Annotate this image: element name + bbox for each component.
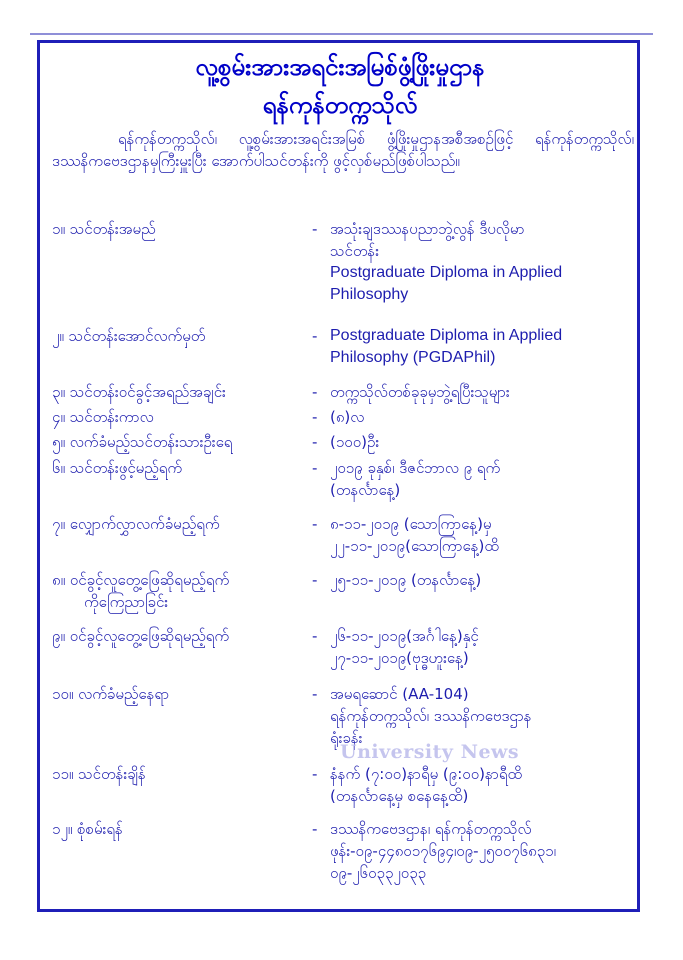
item-value: ၂၅-၁၁-၂၀၁၉ (တနင်္လာနေ့) <box>330 571 482 589</box>
item-dash: - <box>312 459 318 477</box>
item-value: အမရဆောင် (AA-104) ရန်ကုန်တက္ကသိုလ်၊ ဒဿနိကဗေဒဌာန ရုံးခန်း <box>330 685 532 747</box>
item-label: ၄။ သင်တန်းကာလ <box>52 408 154 426</box>
intro-text: ရန်ကုန်တက္ကသိုလ်၊ လူ့စွမ်းအားအရင်းအမြစ် ဖွံ့ဖြိုးမှုဌာနအစီအစဉ်ဖြင့် ရန်ကုန်တက္ကသိုလ်၊ ဒဿနိကဗေဒဌာနမှကြီးမှူးပြီး အောက်ပါသင်တန်းကို ဖွင့်လှစ်မည်ဖြစ်ပါသည်။ <box>52 130 634 170</box>
item-value: ၂၆-၁၁-၂၀၁၉(အင်္ဂါနေ့)နှင့် ၂၇-၁၁-၂၀၁၉(ဗုဒ္ဓဟူးနေ့) <box>330 627 479 667</box>
item-value: နံနက် (၇:၀၀)နာရီမှ (၉:၀၀)နာရီထိ (တနင်္လာနေ့မှ စနေနေ့ထိ) <box>330 765 523 805</box>
item-label: ၆။ သင်တန်းဖွင့်မည့်ရက် <box>52 459 182 477</box>
item-value: ၈-၁၁-၂၀၁၉ (သောကြာနေ့)မှ ၂၂-၁၁-၂၀၁၉(သောကြာနေ့)ထိ <box>330 515 499 555</box>
top-divider-line <box>30 33 653 35</box>
item-label: ၁၂။ စုံစမ်းရန် <box>52 820 123 838</box>
department-title: လူ့စွမ်းအားအရင်းအမြစ်ဖွံ့ဖြိုးမှုဌာန <box>195 53 485 81</box>
item-dash: - <box>312 383 318 401</box>
item-dash: - <box>312 433 318 451</box>
watermark: University News <box>340 741 520 763</box>
item-value: Postgraduate Diploma in Applied Philosophy (PGDAPhil) <box>330 327 563 366</box>
item-dash: - <box>312 515 318 533</box>
item-dash: - <box>312 820 318 838</box>
item-label: ၂။ သင်တန်းအောင်လက်မှတ် <box>52 327 206 345</box>
item-dash: - <box>312 408 318 426</box>
item-label: ၁၁။ သင်တန်းချိန် <box>52 765 146 783</box>
item-value: (၁၀၀)ဦး <box>330 433 380 451</box>
item-label: ၃။ သင်တန်းဝင်ခွင့်အရည်အချင်း <box>52 383 226 401</box>
item-label: ၈။ ဝင်ခွင့်လူတွေ့ဖြေဆိုရမည့်ရက် ကိုကြေညာခြင်း <box>52 571 230 611</box>
item-value: (၈)လ <box>330 408 365 426</box>
university-title: ရန်ကုန်တက္ကသိုလ် <box>262 91 418 119</box>
item-value: ၂၀၁၉ ခုနှစ်၊ ဒီဇင်ဘာလ ၉ ရက် (တနင်္လာနေ့) <box>330 459 501 499</box>
item-value: အသုံးချဒဿနပညာဘွဲ့လွန် ဒီပလိုမာ သင်တန်း Postgraduate Diploma in Applied Philosophy <box>330 220 563 303</box>
item-dash: - <box>312 685 318 703</box>
item-dash: - <box>312 627 318 645</box>
item-dash: - <box>312 327 318 345</box>
item-label: ၉။ ဝင်ခွင့်လူတွေ့ဖြေဆိုရမည့်ရက် <box>52 627 230 645</box>
item-label: ၁၀။ လက်ခံမည့်နေရာ <box>52 685 170 703</box>
item-dash: - <box>312 571 318 589</box>
item-label: ၅။ လက်ခံမည့်သင်တန်းသားဦးရေ <box>52 433 233 451</box>
item-value: ဒဿနိကဗေဒဌာန၊ ရန်ကုန်တက္ကသိုလ် ဖုန်း-၀၉-၄၄၈၀၁၇၆၉၄၊၀၉-၂၅၀၀၇၆၈၃၁၊ ၀၉-၂၆၀၃၃၂၀၃၃ <box>330 820 556 882</box>
item-dash: - <box>312 220 318 238</box>
item-dash: - <box>312 765 318 783</box>
item-value: တက္ကသိုလ်တစ်ခုခုမှဘွဲ့ရပြီးသူများ <box>330 383 510 401</box>
item-label: ၇။ လျှောက်လွှာလက်ခံမည့်ရက် <box>52 515 220 533</box>
item-label: ၁။ သင်တန်းအမည် <box>52 220 156 238</box>
intro-paragraph <box>52 128 634 172</box>
